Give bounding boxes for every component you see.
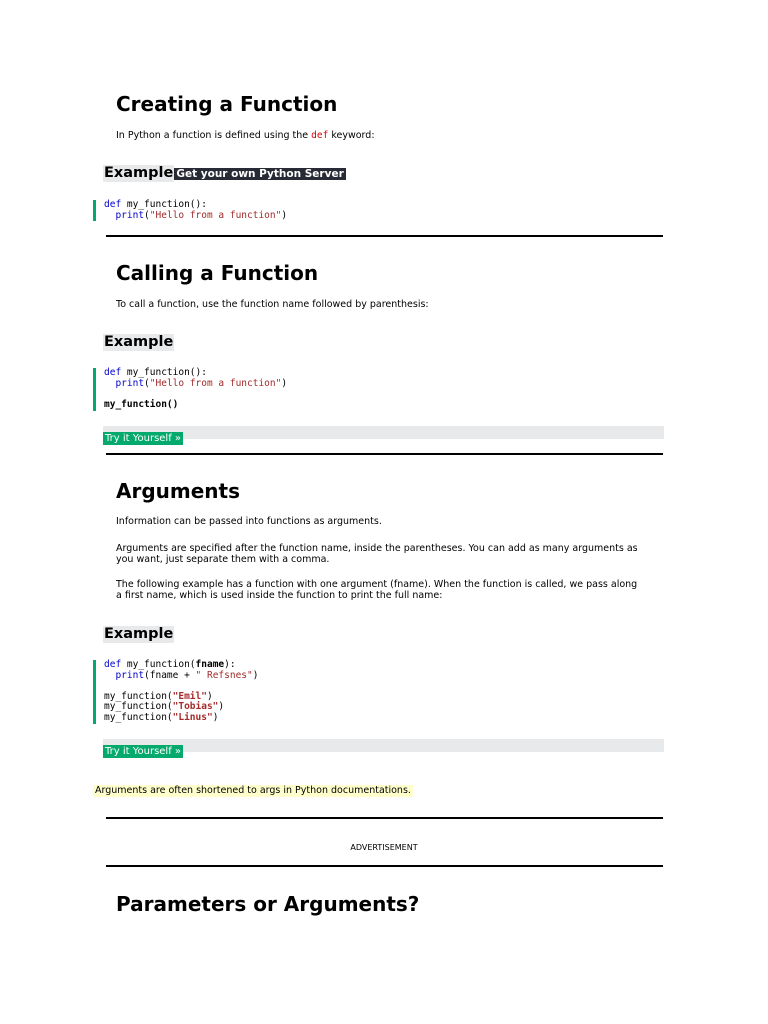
divider	[106, 235, 663, 237]
example-label: Example	[104, 334, 174, 350]
calling-intro: To call a function, use the function name followed by parenthesis:	[116, 299, 429, 310]
intro-text: In Python a function is defined using the	[116, 130, 312, 141]
code-text: )	[206, 690, 213, 702]
note-text: Arguments are often shortened to args in Python documentations.	[95, 785, 411, 796]
para-line: you want, just separate them with a comma.	[116, 553, 330, 565]
code-print: print	[104, 377, 145, 389]
code-text: (fname +	[144, 669, 196, 681]
code-print: print	[104, 209, 145, 221]
advertisement-label: ADVERTISEMENT	[350, 843, 418, 852]
creating-intro	[116, 131, 375, 142]
code-text: )	[218, 701, 225, 712]
code-string: "Hello from a function"	[149, 377, 282, 389]
try-it-yourself-button[interactable]: Try it Yourself »	[105, 433, 182, 444]
code-text: my_function(	[104, 701, 173, 712]
code-def: def	[104, 659, 122, 670]
code-param: fname	[195, 659, 225, 670]
code-string: "Emil"	[172, 690, 207, 702]
code-block-creating	[93, 200, 287, 221]
arguments-para-1: Information can be passed into functions as arguments.	[116, 516, 382, 527]
try-it-bar	[103, 739, 664, 757]
get-python-server-button[interactable]: Get your own Python Server	[176, 168, 344, 180]
example-header-arguments	[103, 623, 174, 643]
code-print: print	[104, 669, 145, 681]
example-label: Example	[104, 626, 174, 642]
code-text: my_function(	[104, 711, 173, 723]
code-string: "Linus"	[172, 711, 213, 723]
code-text: (	[144, 377, 150, 389]
code-text: my_function(	[104, 690, 173, 702]
code-text: )	[252, 669, 259, 681]
code-text: )	[212, 711, 219, 723]
code-string: " Refsnes"	[195, 669, 253, 681]
section-title-creating: Creating a Function	[116, 92, 338, 116]
arguments-para-3	[116, 580, 637, 601]
para-line: The following example has a function with one argument (fname). When the function is called, we pass along	[116, 579, 638, 590]
code-block-calling	[93, 368, 287, 411]
code-text: (	[144, 209, 150, 221]
divider	[106, 817, 663, 819]
code-text: )	[281, 209, 288, 221]
example-label: Example	[104, 165, 174, 181]
def-keyword: def	[311, 130, 329, 141]
try-it-bar	[103, 426, 664, 444]
section-title-arguments: Arguments	[116, 479, 241, 503]
divider	[106, 453, 663, 455]
code-text: my_function():	[121, 367, 207, 378]
code-text: my_function():	[121, 199, 207, 210]
section-title-calling: Calling a Function	[116, 261, 319, 285]
code-call: my_function()	[104, 398, 179, 410]
code-block-arguments	[93, 660, 258, 724]
section-title-parameters: Parameters or Arguments?	[116, 892, 420, 916]
code-string: "Tobias"	[172, 701, 219, 712]
code-def: def	[104, 199, 122, 210]
para-line: Arguments are specified after the function name, inside the parentheses. You can add as many arguments as	[116, 543, 638, 554]
para-line: a first name, which is used inside the function to print the full name:	[116, 589, 443, 601]
example-header-creating	[103, 162, 346, 182]
example-header-calling	[103, 331, 174, 351]
code-text: my_function(	[121, 659, 196, 670]
divider	[106, 865, 663, 867]
try-it-yourself-button[interactable]: Try it Yourself »	[105, 746, 182, 757]
code-def: def	[104, 367, 122, 378]
intro-text-end: keyword:	[328, 130, 375, 141]
code-string: "Hello from a function"	[149, 209, 282, 221]
code-text: )	[281, 377, 288, 389]
note-box	[93, 778, 413, 797]
code-text: ):	[224, 659, 236, 670]
arguments-para-2	[116, 544, 638, 565]
